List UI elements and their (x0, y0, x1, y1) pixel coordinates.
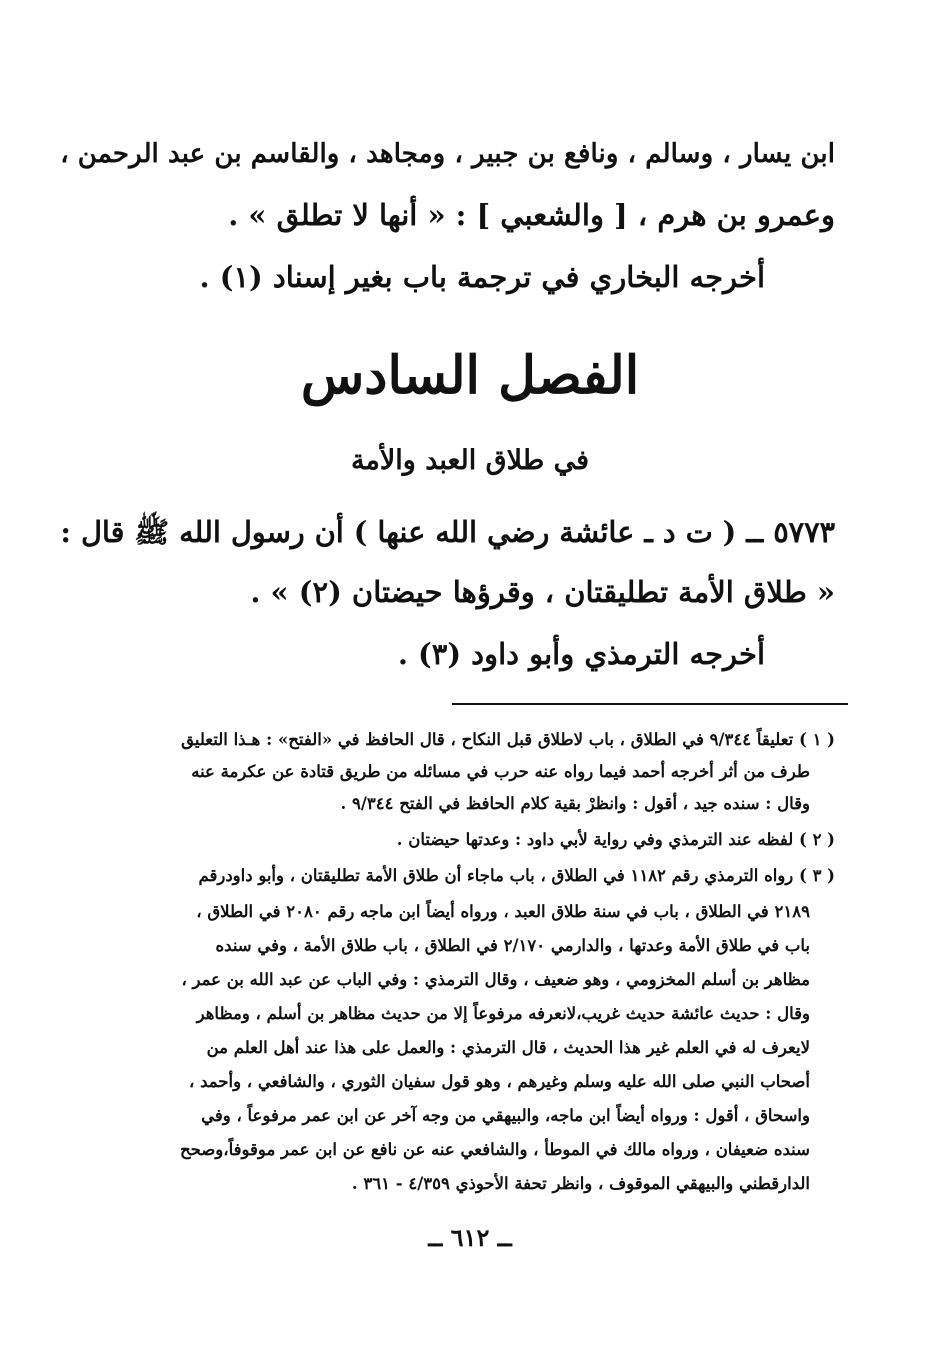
footnote-line: وقال : سنده جيد ، أقول : وانظرْ بقية كلام الحافظ في الفتح ٩/٣٤٤ . (340, 794, 810, 813)
footnote-line: لايعرف له في العلم غير هذا الحديث ، قال الترمذي : والعمل على هذا عند أهل العلم من (206, 1038, 810, 1057)
hadith-line-2: « طلاق الأمة تطليقتان ، وقرؤها حيضتان (٢) » . (250, 575, 835, 609)
body-line-3: أخرجه البخاري في ترجمة باب بغير إسناد (١) . (199, 260, 765, 294)
section-subtitle: في طلاق العبد والأمة (350, 445, 590, 476)
footnote-line: ( ٢ ) لفظه عند الترمذي وفي رواية لأبي داود : وعدتها حيضتان . (396, 830, 835, 849)
footnote-line: باب في طلاق الأمة وعدتها ، والدارمي ٢/١٧٠ في الطلاق ، باب طلاق الأمة ، وفي سنده (215, 936, 810, 955)
footnote-line: الدارقطني والبيهقي الموقوف ، وانظر تحفة الأحوذي ٤/٣٥٩ - ٣٦١ . (351, 1174, 810, 1193)
footnote-line: مظاهر بن أسلم المخزومي ، وهو ضعيف ، وقال الترمذي : وفي الباب عن عبد الله بن عمر ، (181, 970, 810, 989)
footnote-line: ( ١ ) تعليقاً ٩/٣٤٤ في الطلاق ، باب لاطلاق قبل النكاح ، قال الحافظ في «الفتح» : هـذا التعليق (181, 730, 835, 749)
body-line-1: ابن يسار ، وسالم ، ونافع بن جبير ، ومجاهد ، والقاسم بن عبد الرحمن ، (60, 138, 835, 169)
body-line-2: وعمرو بن هرم ، [ والشعبي ] : « أنها لا تطلق » . (228, 198, 835, 232)
footnote-line: ٢١٨٩ في الطلاق ، باب في سنة طلاق العبد ، ورواه أيضاً ابن ماجه رقم ٢٠٨٠ في الطلاق ، (196, 902, 810, 921)
footnote-line: طرف من أثر أخرجه أحمد فيما رواه عنه حرب في مسائله من طريق قتادة عن عكرمة عنه (191, 762, 810, 781)
footnote-line: سنده ضعيفان ، ورواه مالك في الموطأ ، والشافعي عنه عن نافع عن ابن عمر موقوفاً،وصحح (180, 1140, 810, 1159)
hadith-line-3: أخرجه الترمذي وأبو داود (٣) . (397, 637, 765, 671)
footnote-line: ( ٣ ) رواه الترمذي رقم ١١٨٢ في الطلاق ، باب ماجاء أن طلاق الأمة تطليقتان ، وأبو داودرقم (198, 866, 835, 885)
page-number: ــ ٦١٢ ــ (428, 1223, 512, 1252)
section-title: الفصل السادس (300, 345, 640, 406)
hadith-line-1: ٥٧٧٣ ــ ( ت د ـ عائشة رضي الله عنها ) أن رسول الله ﷺ قال : (60, 515, 835, 549)
footnote-separator (452, 703, 848, 705)
footnote-line: أصحاب النبي صلى الله عليه وسلم وغيرهم ، وهو قول سفيان الثوري ، والشافعي ، وأحمد ، (189, 1072, 810, 1091)
footnote-line: وقال : حديث عائشة حديث غريب،لانعرفه مرفوعاً إلا من حديث مظاهر بن أسلم ، ومظاهر (196, 1004, 810, 1023)
footnote-line: واسحاق ، أقول : ورواه أيضاً ابن ماجه، والبيهقي من وجه آخر عن ابن عمر مرفوعاً ، وفي (201, 1106, 810, 1125)
